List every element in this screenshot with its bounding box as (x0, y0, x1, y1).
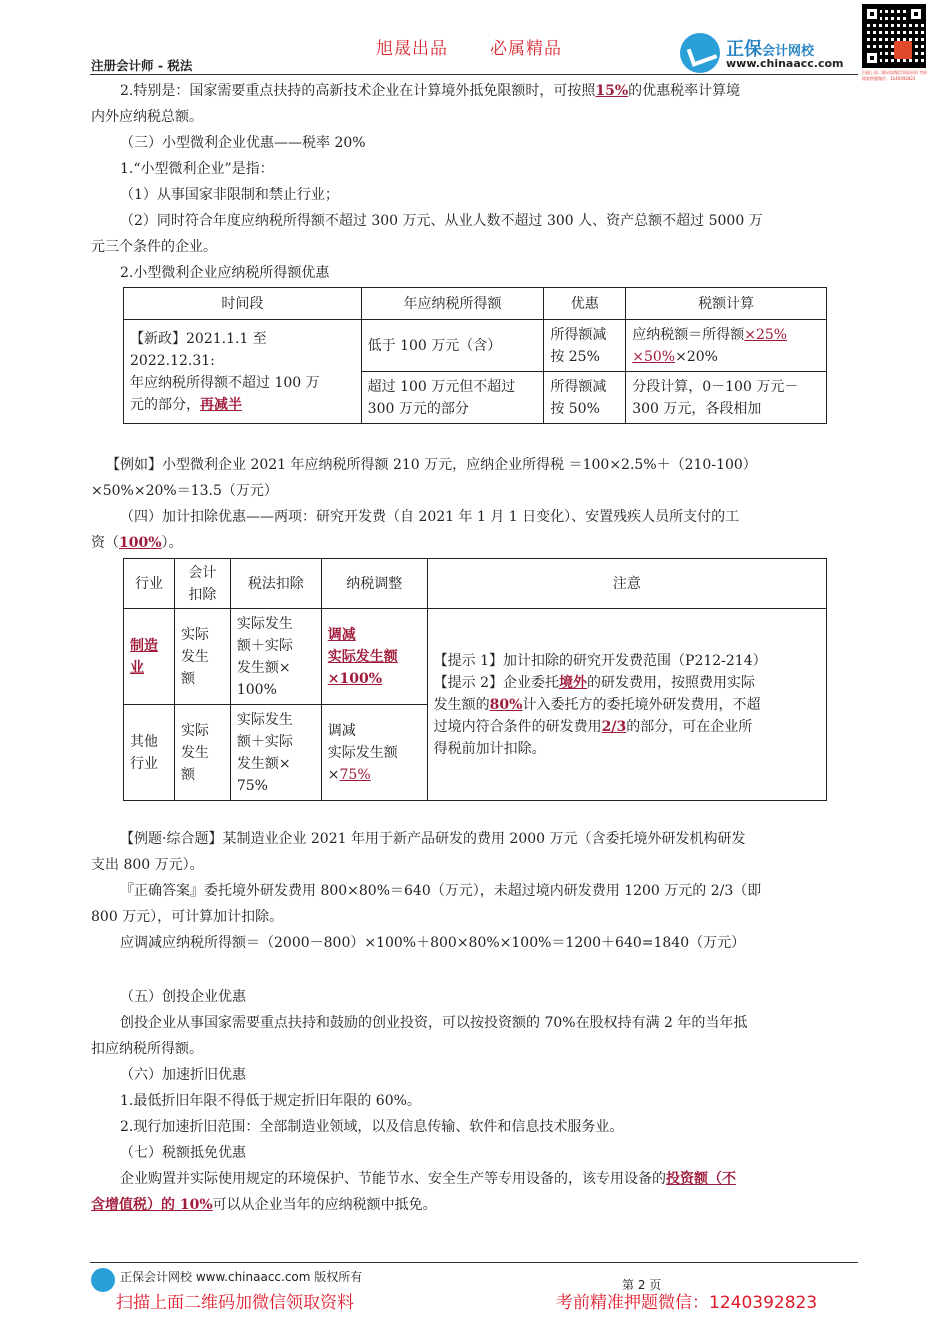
table-cell: 所得额减 按 25% (544, 320, 626, 372)
paragraph: （2）同时符合年度应纳税所得额不超过 300 万元、从业人数不超过 300 人、资产总额不超过 5000 万 (120, 213, 763, 229)
paragraph: （1）从事国家非限制和禁止行业； (120, 187, 339, 203)
page-number: 第 2 页 (622, 1278, 662, 1292)
table-cell: 实际 发生 额 (174, 609, 230, 705)
footer-promo-left: 扫描上面二维码加微信领取资料 (116, 1293, 354, 1313)
footer-copyright: 正保会计网校 www.chinaacc.com 版权所有 (120, 1270, 363, 1284)
paragraph: 2.小型微利企业应纳税所得额优惠 (120, 265, 330, 281)
section-heading: （三）小型微利企业优惠——税率 20% (120, 135, 366, 151)
header-slogan (376, 34, 604, 59)
table-cell: 调减 实际发生额 ×100% (321, 609, 427, 705)
table-header: 税法扣除 (230, 559, 321, 609)
paragraph: 元三个条件的企业。 (91, 239, 217, 255)
table-header: 税额计算 (626, 288, 827, 320)
answer: 800 万元），可计算加计扣除。 (91, 909, 284, 925)
paragraph: 2.现行加速折旧范围：全部制造业领域，以及信息传输、软件和信息技术服务业。 (120, 1119, 624, 1135)
paragraph: 资（100%）。 (91, 535, 183, 551)
section-heading: （六）加速折旧优惠 (120, 1067, 246, 1083)
table-header: 会计 扣除 (174, 559, 230, 609)
section-heading: （七）税额抵免优惠 (120, 1145, 246, 1161)
paragraph: 1.最低折旧年限不得低于规定折旧年限的 60%。 (120, 1093, 421, 1109)
example: 【例题·综合题】某制造业企业 2021 年用于新产品研发的费用 2000 万元（含委托境外研发机构研发 (120, 831, 746, 847)
paragraph: 企业购置并实际使用规定的环境保护、节能节水、安全生产等专用设备的，该专用设备的投资额（不 (120, 1171, 736, 1187)
table-cell: 其他 行业 (124, 705, 175, 801)
logo-url: www.chinaacc.com (726, 57, 844, 70)
paragraph: 2.特别是：国家需要重点扶持的高新技术企业在计算境外抵免限额时，可按照15%的优惠税率计算境 (120, 83, 741, 99)
answer: 『正确答案』委托境外研发费用 800×80%＝640（万元），未超过境内研发费用 1200 万元的 2/3（即 (120, 883, 762, 899)
table-cell: 超过 100 万元但不超过 300 万元的部分 (361, 372, 544, 424)
paragraph: 内外应纳税总额。 (91, 109, 203, 125)
logo-name: 正保会计网校 (726, 39, 815, 60)
example: ×50%×20%＝13.5（万元） (91, 483, 278, 499)
table-header: 优惠 (544, 288, 626, 320)
qr-badge-icon (894, 41, 912, 59)
small-enterprise-table (123, 287, 827, 424)
table-header: 年应纳税所得额 (361, 288, 544, 320)
footer-logo-icon (91, 1268, 115, 1292)
example: 支出 800 万元）。 (91, 857, 204, 873)
qr-finder-icon (864, 50, 880, 66)
table-cell: 制造 业 (124, 609, 175, 705)
document-title: 注册会计师 - 税法 (91, 58, 193, 73)
table-header: 纳税调整 (321, 559, 427, 609)
table-cell: 实际发生 额＋实际 发生额× 100% (230, 609, 321, 705)
slogan-2: 必属精品 (490, 39, 562, 59)
table-header: 时间段 (124, 288, 362, 320)
footer-promo-right: 考前精准押题微信：1240392823 (556, 1293, 818, 1313)
qr-finder-icon (908, 6, 924, 22)
paragraph: 1.“小型微利企业”是指： (120, 161, 274, 177)
footer-divider (90, 1262, 858, 1263)
table-note-cell: 【提示 1】加计扣除的研究开发费范围（P212-214） 【提示 2】企业委托境外的研发费用，按照费用实际 发生额的80%计入委托方的委托境外研发费用，不超 过境内符合条件的研发费用2/3的部分，可在企业所 得税前加计扣除。 (427, 609, 826, 801)
section-heading: （四）加计扣除优惠——两项：研究开发费（自 2021 年 1 月 1 日变化）、安置残疾人员所支付的工 (120, 509, 740, 525)
table-cell: 所得额减 按 50% (544, 372, 626, 424)
table-header: 注意 (427, 559, 826, 609)
chinaacc-logo (680, 29, 860, 75)
example: 【例如】小型微利企业 2021 年应纳税所得额 210 万元，应纳企业所得税 ＝100×2.5%＋（210-100） (106, 457, 757, 473)
logo-mark-icon (680, 33, 720, 73)
table-cell: 实际 发生 额 (174, 705, 230, 801)
table-header: 行业 (124, 559, 175, 609)
section-heading: （五）创投企业优惠 (120, 989, 246, 1005)
paragraph: 含增值税）的 10%可以从企业当年的应纳税额中抵免。 (91, 1197, 437, 1213)
super-deduction-table (123, 558, 827, 801)
paragraph: 扣应纳税所得额。 (91, 1041, 203, 1057)
table-cell: 实际发生 额＋实际 发生额× 75% (230, 705, 321, 801)
table-cell: 调减 实际发生额 ×75% (321, 705, 427, 801)
table-cell: 分段计算，0－100 万元－ 300 万元，各段相加 (626, 372, 827, 424)
slogan-1: 旭晟出品 (376, 39, 448, 59)
answer: 应调减应纳税所得额＝（2000－800）×100%＋800×80%×100%＝1200＋640=1840（万元） (120, 935, 746, 951)
table-cell: 低于 100 万元（含） (361, 320, 544, 372)
table-cell: 【新政】2021.1.1 至 2022.12.31: 年应纳税所得额不超过 100 万 元的部分，再减半 (124, 320, 362, 424)
qr-finder-icon (864, 6, 880, 22)
paragraph: 创投企业从事国家需要重点扶持和鼓励的创业投资，可以按投资额的 70%在股权持有满 2 年的当年抵 (120, 1015, 748, 1031)
qr-caption: 扫描上面二维码加微信领取资料 考前精准押题微信：1240392823 (862, 70, 928, 81)
header-divider (90, 74, 858, 75)
table-cell: 应纳税额＝所得额×25% ×50%×20% (626, 320, 827, 372)
